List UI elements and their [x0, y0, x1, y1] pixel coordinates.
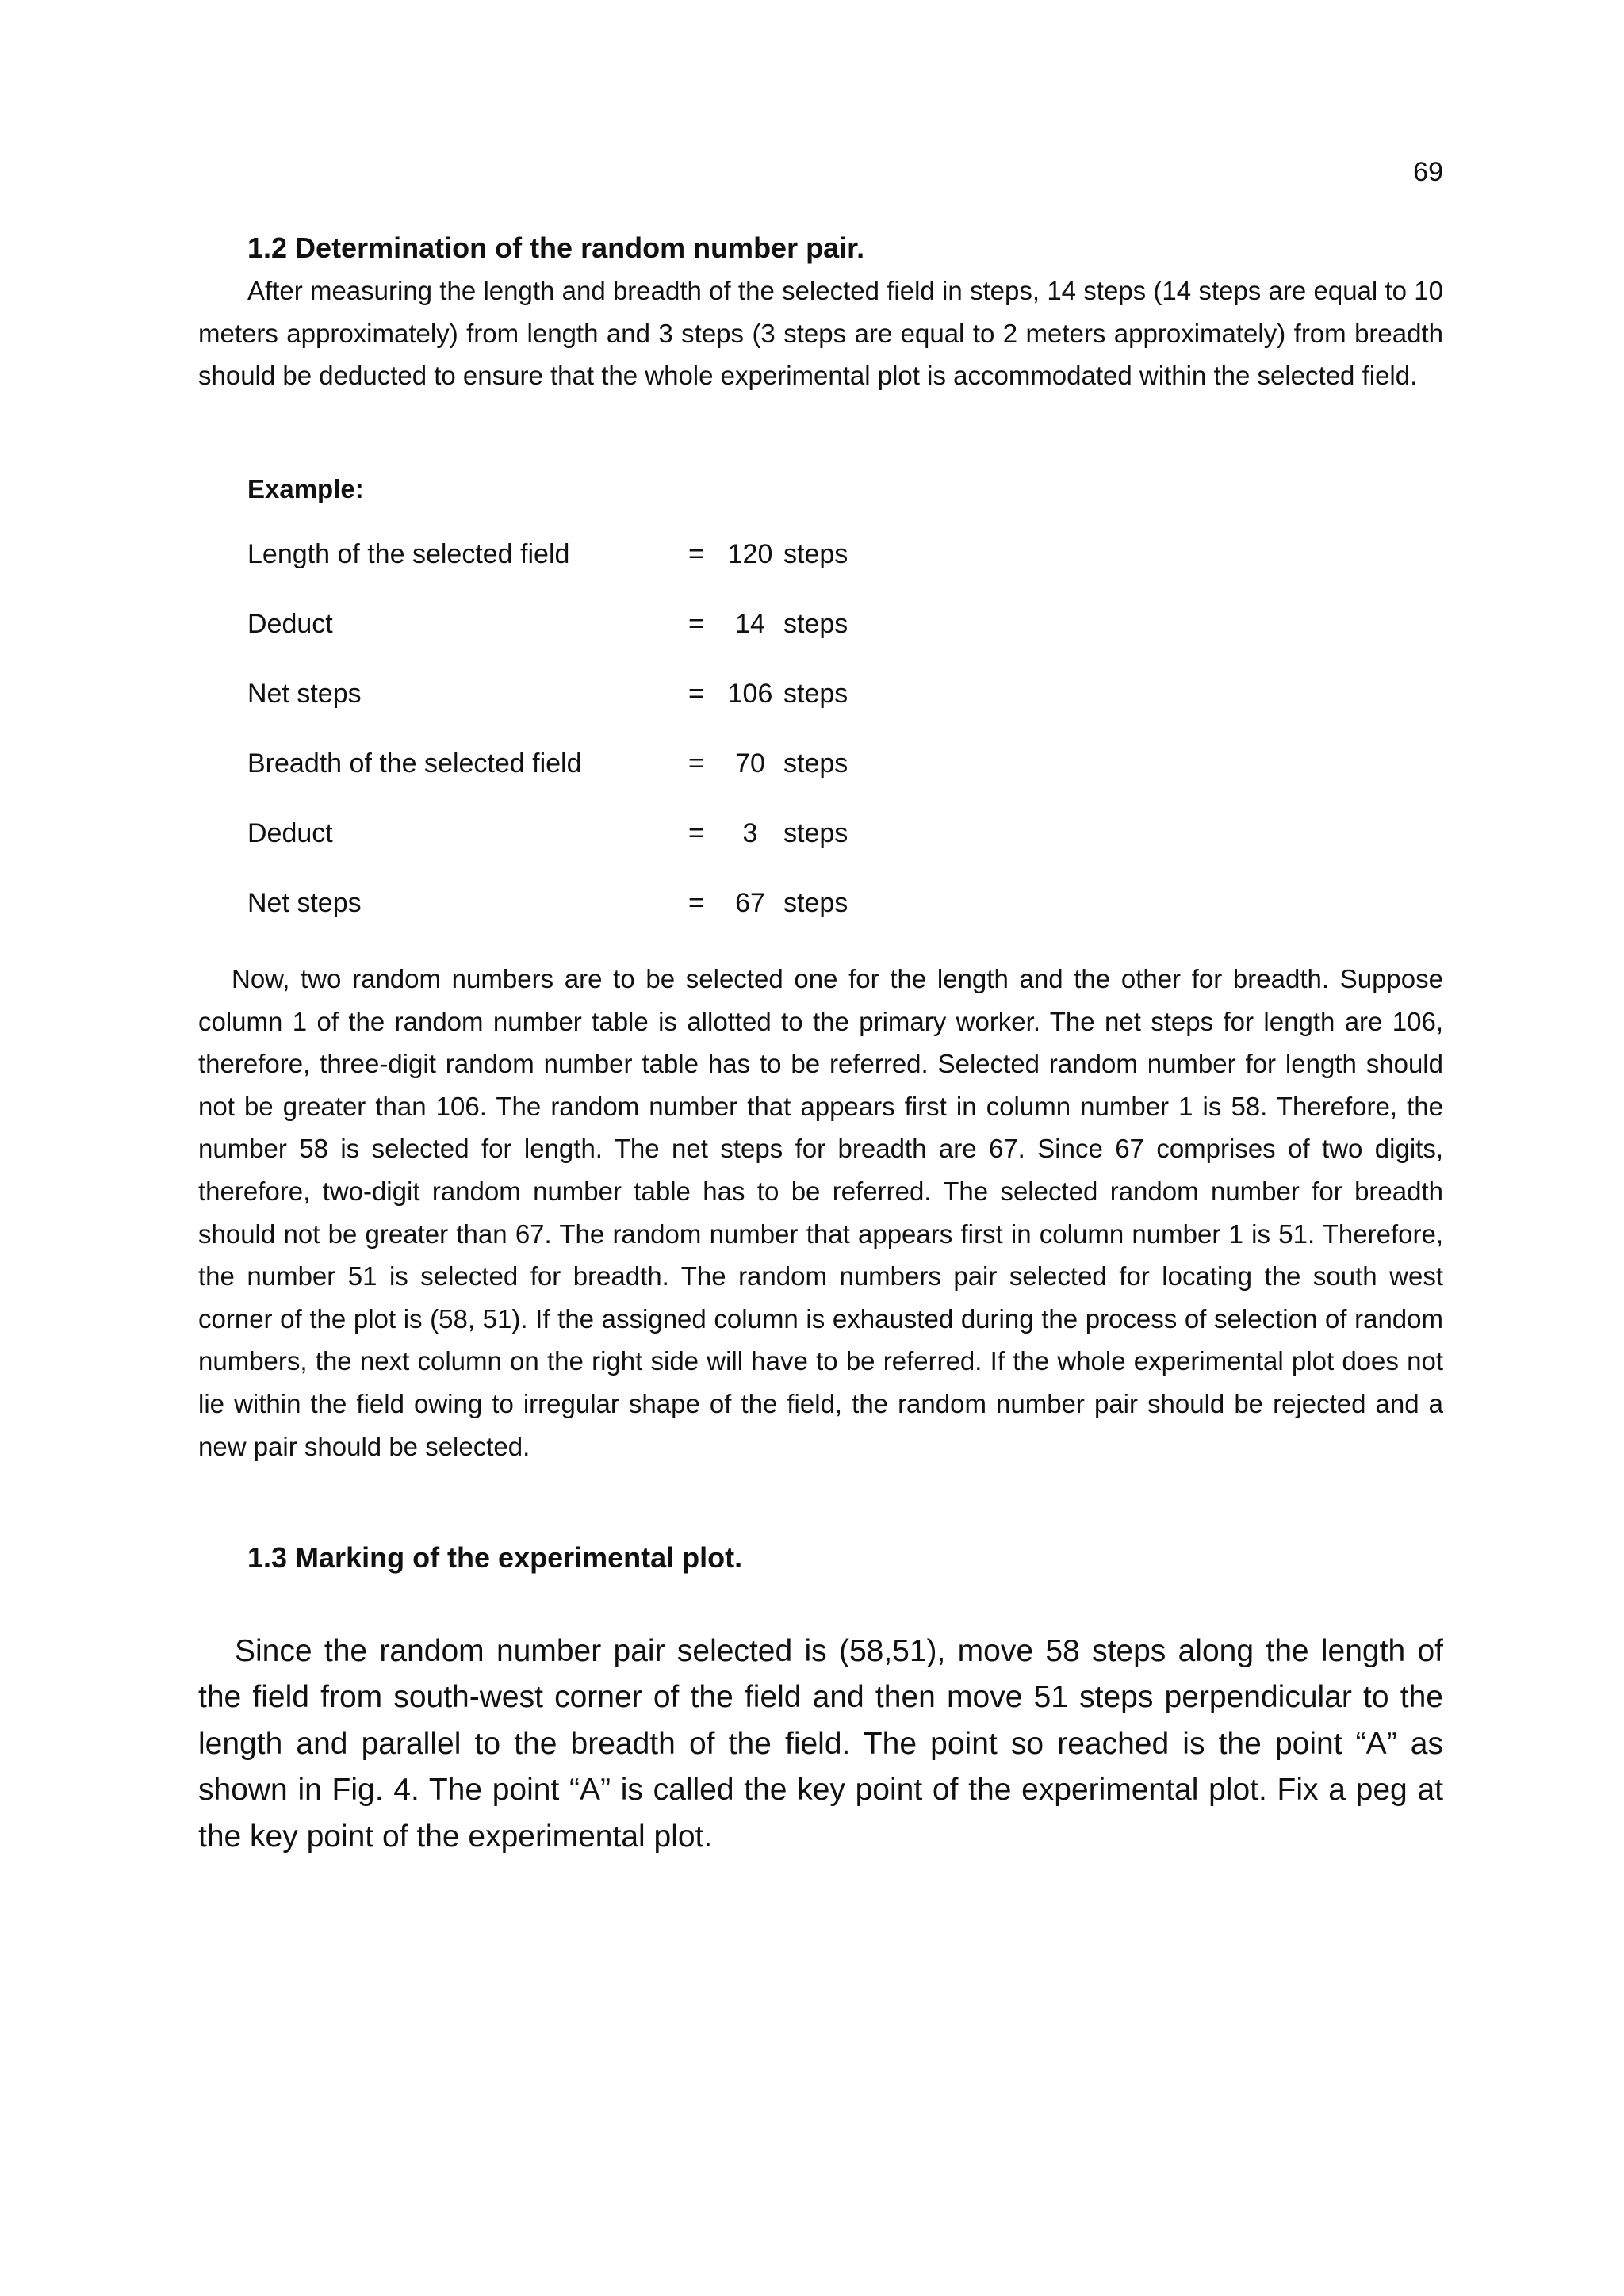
example-calculation — [247, 539, 882, 958]
calc-row — [247, 609, 882, 679]
equals-sign: = — [688, 539, 704, 569]
calc-value: 67 — [735, 888, 765, 918]
equals-sign: = — [688, 888, 704, 918]
calc-label: Deduct — [247, 818, 333, 848]
calc-row — [247, 539, 882, 609]
calc-label: Net steps — [247, 679, 362, 709]
calc-row — [247, 888, 882, 958]
equals-sign: = — [688, 818, 704, 848]
calc-row — [247, 679, 882, 748]
calc-value: 106 — [727, 679, 773, 709]
equals-sign: = — [688, 679, 704, 709]
calc-label: Length of the selected field — [247, 539, 570, 569]
example-label: Example: — [247, 474, 364, 503]
equals-sign: = — [688, 609, 704, 639]
calc-value: 70 — [735, 748, 765, 779]
calc-label: Deduct — [247, 609, 333, 639]
calc-label: Breadth of the selected field — [247, 748, 582, 779]
equals-sign: = — [688, 748, 704, 779]
page-number: 69 — [1413, 157, 1443, 187]
calc-unit: steps — [783, 748, 848, 779]
random-number-paragraph: Now, two random numbers are to be selected one for the length and the other for breadth. Suppose column 1 of the random number table is allotted to the primary worker. The net steps for length are 106, therefore, three-digit random number table has to be referred. Selected random number for length should not be greater than 106. The random number that appears first in column number 1 is 58. Therefore, the number 58 is selected for length. The net steps for breadth are 67. Since 67 comprises of two digits, therefore, two-digit random number table has to be referred. The selected random number for breadth should not be greater than 67. The random number that appears first in column number 1 is 51. Therefore, the number 51 is selected for breadth. The random numbers pair selected for locating the south west corner of the plot is (58, 51). If the assigned column is exhausted during the process of selection of random numbers, the next column on the right side will have to be referred. If the whole experimental plot does not lie within the field owing to irregular shape of the field, the random number pair should be rejected and a new pair should be selected. — [198, 964, 1443, 1461]
calc-value: 120 — [727, 539, 773, 569]
calc-unit: steps — [783, 679, 848, 709]
calc-unit: steps — [783, 609, 848, 639]
calc-unit: steps — [783, 888, 848, 918]
calc-row — [247, 818, 882, 888]
marking-paragraph: Since the random number pair selected is (58,51), move 58 steps along the length of the field from south-west corner of the field and then move 51 steps perpendicular to the length and parallel to the breadth of the field. The point so reached is the point “A” as shown in Fig. 4. The point “A” is called the key point of the experimental plot. Fix a peg at the key point of the experimental plot. — [198, 1634, 1443, 1854]
calc-label: Net steps — [247, 888, 362, 918]
calc-value: 3 — [742, 818, 758, 848]
calc-unit: steps — [783, 539, 848, 569]
calc-value: 14 — [735, 609, 765, 639]
calc-unit: steps — [783, 818, 848, 848]
section-heading-1-2: 1.2 Determination of the random number pair. — [247, 232, 865, 264]
section-heading-1-3: 1.3 Marking of the experimental plot. — [247, 1541, 743, 1574]
calc-row — [247, 748, 882, 818]
intro-paragraph: After measuring the length and breadth of the selected field in steps, 14 steps (14 steps are equal to 10 meters approximately) from length and 3 steps (3 steps are equal to 2 meters approximately) from breadth should be deducted to ensure that the whole experimental plot is accommodated within the selected field. — [198, 276, 1443, 391]
